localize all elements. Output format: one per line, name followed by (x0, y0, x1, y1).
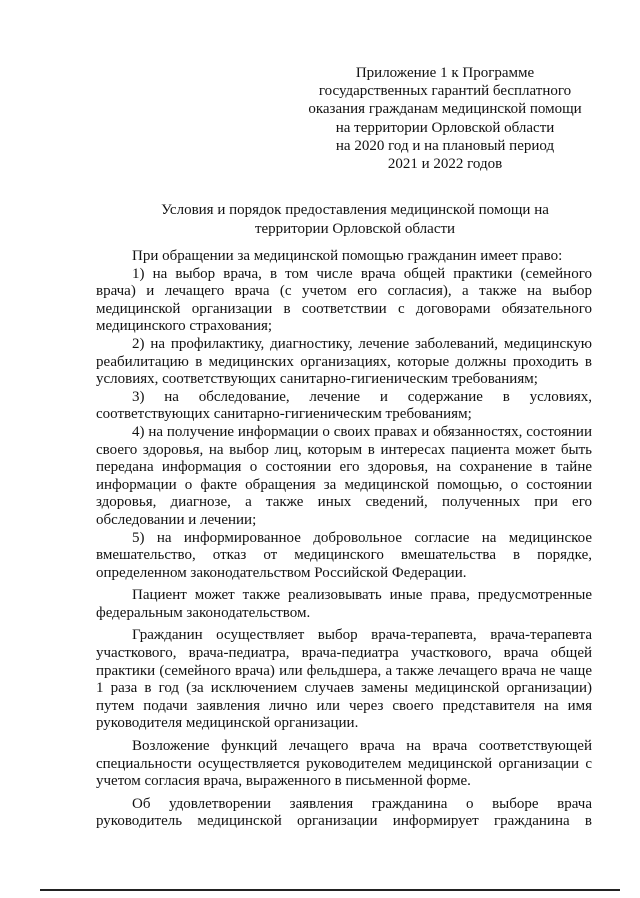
paragraph-right-3: 3) на обследование, лечение и содержание в условиях, соответствующих санитарно-гигиеническим требованиям; (96, 388, 592, 423)
paragraph-attending-duties: Возложение функций лечащего врача на врача соответствующей специальности осуществляется руководителем медицинской организации с учетом согласия врача, выраженного в письменной форме. (96, 738, 592, 790)
appendix-header (300, 64, 590, 173)
appendix-line: Приложение 1 к Программе (355, 65, 535, 81)
paragraph-right-5: 5) на информированное добровольное согласие на медицинское вмешательство, отказ от медицинского вмешательства в порядке, определенном законодательством Российской Федерации. (96, 529, 592, 581)
title-line: территории Орловской области (254, 220, 456, 237)
appendix-line: оказания гражданам медицинской помощи (308, 101, 582, 118)
paragraph-doctor-choice: Гражданин осуществляет выбор врача-терапевта, врача-терапевта участкового, врача-педиатра, врача-педиатра участкового, врача общей практики (семейного врача) или фельдшера, а также лечащего врача не чаще 1 раза в год (за исключением случаев замены медицинской организации) путем подачи заявления лично или через своего представителя на имя руководителя медицинской организации. (96, 627, 592, 732)
paragraph-rights-intro: При обращении за медицинской помощью гражданин имеет право: (132, 248, 563, 264)
paragraph-right-2: 2) на профилактику, диагностику, лечение заболеваний, медицинскую реабилитацию в медицинских организациях, которые должны проходить в условиях, соответствующих санитарно-гигиеническим требованиям; (96, 335, 592, 388)
paragraph-notification: Об удовлетворении заявления гражданина о выборе врача руководитель медицинской организации информирует гражданина в (96, 795, 592, 830)
paragraph-other-rights: Пациент может также реализовывать иные права, предусмотренные федеральным законодательством. (96, 587, 592, 621)
document-body (96, 248, 592, 831)
appendix-line: государственных гарантий бесплатного (318, 83, 572, 100)
title-line: Условия и порядок предоставления медицинской помощи на (161, 202, 549, 218)
paragraph-right-1: 1) на выбор врача, в том числе врача общей практики (семейного врача) и лечащего врача (с учетом его согласия), а также на выбор медицинской организации в соответствии с договорами обязательного медицинского страхования; (96, 265, 592, 335)
appendix-line: на территории Орловской области (335, 119, 555, 136)
appendix-line: на 2020 год и на плановый период (335, 137, 555, 154)
paragraph-right-4: 4) на получение информации о своих правах и обязанностях, состоянии своего здоровья, на выбор лиц, которым в интересах пациента может быть передана информация о состоянии его здоровья, на сохранение в тайне информации о факте обращения за медицинской помощью, о состоянии здоровья, диагнозе, а также иных сведений, полученных при его обследовании и лечении; (96, 423, 592, 528)
page-bottom-rule (40, 889, 620, 891)
appendix-line: 2021 и 2022 годов (387, 156, 503, 173)
document-title (130, 201, 580, 238)
